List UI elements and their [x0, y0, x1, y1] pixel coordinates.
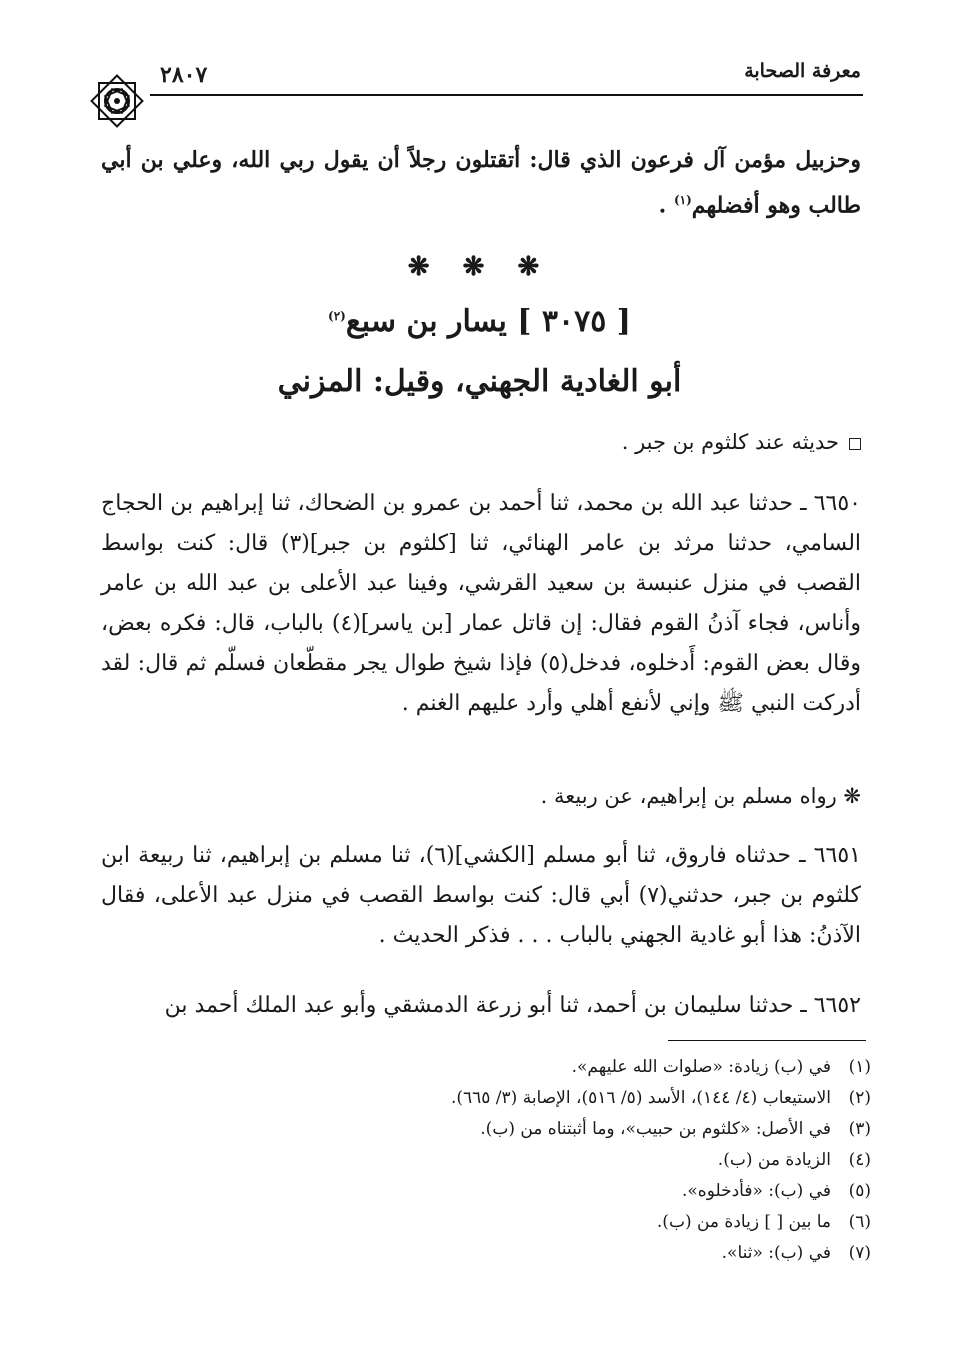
header-rule: [150, 94, 863, 96]
footnote-6: (٦)ما بين [ ] زيادة من (ب).: [656, 1212, 871, 1232]
star-ornament-icon: [86, 70, 148, 132]
footnote-1: (١)في (ب) زيادة: «صلوات الله عليهم».: [571, 1057, 871, 1077]
footnote-5: (٥)في (ب): «فأدخلوه».: [681, 1181, 871, 1201]
section-separator: ❋ ❋ ❋: [407, 252, 552, 282]
hadith-6651: ٦٦٥١ ـ حدثناه فاروق، ثنا أبو مسلم [الكشي](٦)، ثنا مسلم بن إبراهيم، ثنا ربيعة ابن كلثوم بن جبر، حدثني(٧) أبي قال: كنت بواسط القصب في منزل عبد الأعلى، فقال الآذنُ: هذا أبو غادية الجهني بالباب . . . فذكر الحديث .: [101, 843, 861, 948]
hadith-6650: ٦٦٥٠ ـ حدثنا عبد الله بن محمد، ثنا أحمد بن عمرو بن الضحاك، ثنا إبراهيم بن الحجاج السامي، حدثنا مرثد بن عامر الهنائي، ثنا [كلثوم بن جبر](٣) قال: كنت بواسط القصب في منزل عنبسة بن سعيد القرشي، وفينا عبد الأعلى بن عبد الله بن عامر وأناس، فجاء آذنُ القوم فقال: إن قاتل عمار [بن ياسر](٤) بالباب، قال: فكره بعض، وقال بعض القوم: أَدخلوه، فدخل(٥) فإذا شيخ طوال يجر مقطّعان فسلّم ثم قال: لقد أدركت النبي ﷺ وإني لأنفع أهلي وأرد عليهم الغنم .: [101, 491, 862, 716]
riwaya-note: ❋ رواه مسلم بن إبراهيم، عن ربيعة .: [540, 784, 861, 808]
entry-title-text: [ ٣٠٧٥ ] يسار بن سبع: [345, 304, 631, 339]
continuation-paragraph: [101, 140, 861, 225]
footnote-2: (٢)الاستيعاب (٤/ ١٤٤)، الأسد (٥/ ٥١٦)، الإصابة (٣/ ٦٦٥).: [450, 1088, 871, 1108]
footnote-3: (٣)في الأصل: «كلثوم بن حبيب»، وما أثبتناه من (ب).: [480, 1119, 871, 1139]
continuation-text: وحزبيل مؤمن آل فرعون الذي قال: أتقتلون رجلاً أن يقول ربي الله، وعلي بن أبي طالب وهو أفضلهم: [101, 147, 861, 219]
entry-title: [0, 304, 959, 339]
square-bullet-icon: [849, 438, 861, 450]
footnote-rule: [668, 1040, 866, 1041]
continuation-end: .: [658, 192, 674, 219]
intro-note: [622, 430, 861, 454]
footnote-ref-1: (١): [673, 193, 692, 207]
footnote-ref-2: (٢): [328, 309, 346, 323]
footnote-4: (٤)الزيادة من (ب).: [717, 1150, 871, 1170]
footnote-7: (٧)في (ب): «ثنا».: [721, 1243, 871, 1263]
entry-subtitle: أبو الغادية الجهني، وقيل: المزني: [277, 364, 682, 399]
footnotes: [111, 1052, 871, 1269]
page-number: ٢٨٠٧: [160, 62, 208, 88]
hadith-6652: ٦٦٥٢ ـ حدثنا سليمان بن أحمد، ثنا أبو زرعة الدمشقي وأبو عبد الملك أحمد بن: [164, 993, 861, 1018]
intro-text: حديثه عند كلثوم بن جبر .: [621, 430, 839, 454]
running-header-title: معرفة الصحابة: [744, 60, 861, 82]
